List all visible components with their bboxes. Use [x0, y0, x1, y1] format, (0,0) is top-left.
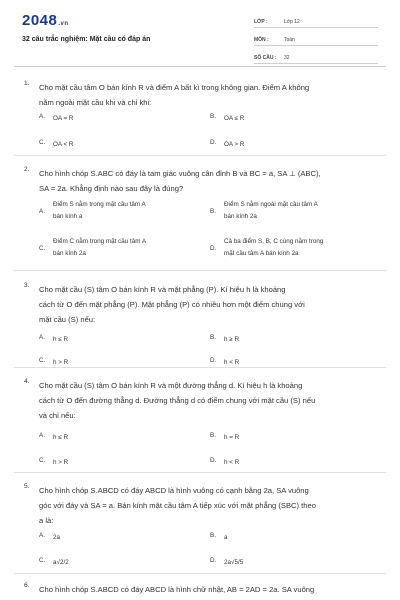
option-letter: C. — [39, 244, 46, 252]
question-line: cách từ O đến đường thẳng d. Đường thẳng d có điểm chung với mặt cầu (S) nếu — [39, 396, 316, 405]
answer-option-d[interactable] — [210, 557, 370, 569]
option-line: Cả ba điểm S, B, C cùng nằm trong — [224, 238, 324, 245]
answer-option-a[interactable] — [39, 199, 199, 223]
info-value: Toán — [284, 37, 295, 43]
question-text — [39, 282, 378, 327]
option-letter: B. — [210, 532, 216, 539]
info-row-subject — [254, 32, 378, 46]
question-text — [39, 80, 378, 110]
answer-option-b[interactable] — [210, 334, 370, 346]
option-text — [53, 457, 68, 469]
option-line: h ≤ R — [53, 434, 69, 441]
option-line: Điểm C nằm trong mặt cầu tâm A — [53, 238, 147, 245]
answer-option-b[interactable] — [210, 432, 370, 444]
option-line: Điểm S nằm trong mặt cầu tâm A — [53, 201, 146, 208]
option-text — [224, 457, 239, 469]
question-line: SA = 2a. Khẳng định nào sau đây là đúng? — [39, 184, 184, 193]
option-line: h > R — [53, 459, 69, 466]
page-header — [0, 0, 400, 64]
option-letter: C. — [39, 457, 46, 464]
answer-option-b[interactable] — [210, 532, 370, 544]
answer-option-a[interactable] — [39, 334, 199, 346]
option-text — [53, 557, 69, 569]
option-letter: D. — [210, 557, 217, 564]
question-6 — [24, 582, 378, 597]
question-number: 2. — [24, 166, 30, 173]
option-line: h = R — [224, 434, 240, 441]
question-divider — [14, 155, 386, 156]
info-label: SỐ CÂU : — [254, 55, 277, 61]
option-line: h < R — [224, 459, 240, 466]
answer-option-d[interactable] — [210, 236, 370, 260]
option-text — [53, 113, 73, 125]
document-title: 32 câu trắc nghiệm: Mặt cầu có đáp án — [22, 36, 151, 43]
option-line: h > R — [53, 359, 69, 366]
question-number: 5. — [24, 483, 30, 490]
option-line: OA < R — [53, 141, 74, 148]
option-line: bán kính 2a — [53, 250, 86, 257]
question-text — [39, 582, 378, 597]
option-letter: C. — [39, 357, 46, 364]
option-line: a — [224, 534, 228, 541]
option-letter: B. — [210, 113, 216, 120]
answer-option-c[interactable] — [39, 457, 199, 469]
question-text — [39, 378, 378, 423]
question-divider — [14, 472, 386, 473]
option-letter: A. — [39, 432, 45, 439]
option-letter: C. — [39, 139, 46, 146]
header-divider — [14, 66, 386, 67]
option-letter: D. — [210, 139, 217, 146]
info-row-class — [254, 14, 378, 28]
option-line: OA > R — [224, 141, 245, 148]
option-line: h < R — [224, 359, 240, 366]
option-letter: B. — [210, 334, 216, 341]
answer-option-a[interactable] — [39, 532, 199, 544]
question-line: mặt cầu (S) nếu: — [39, 315, 96, 324]
option-line: bán kính a — [53, 213, 83, 220]
question-line: nằm ngoài mặt cầu khi và chỉ khi: — [39, 98, 152, 107]
question-number: 1. — [24, 80, 30, 87]
option-text — [224, 532, 228, 544]
site-logo[interactable] — [22, 12, 69, 29]
info-label: MÔN : — [254, 37, 269, 43]
option-letter: D. — [210, 244, 217, 252]
option-letter: B. — [210, 432, 216, 439]
option-line: a√2/2 — [53, 559, 69, 566]
option-text — [53, 432, 68, 444]
option-line: h ≥ R — [224, 336, 240, 343]
question-line: Cho hình chóp S.ABC có đáy là tam giác vuông cân đỉnh B và BC = a, SA ⊥ (ABC), — [39, 169, 321, 178]
option-letter: C. — [39, 557, 46, 564]
question-2 — [24, 166, 378, 196]
option-text — [224, 432, 239, 444]
option-line: OA = R — [53, 115, 74, 122]
option-letter: D. — [210, 357, 217, 364]
question-line: Cho hình chóp S.ABCD có đáy ABCD là hình chữ nhật, AB = 2AD = 2a. SA vuông — [39, 585, 315, 594]
option-line: h ≤ R — [53, 336, 69, 343]
question-4 — [24, 378, 378, 423]
question-divider — [14, 270, 386, 271]
option-text — [224, 334, 239, 346]
option-line: mặt cầu tâm A bán kính 2a — [224, 250, 299, 257]
option-text — [224, 139, 244, 151]
option-text — [224, 113, 244, 125]
answer-option-c[interactable] — [39, 236, 199, 260]
question-line: Cho mặt cầu (S) tâm O bán kính R và một đường thẳng d. Kí hiệu h là khoảng — [39, 381, 303, 390]
answer-option-b[interactable] — [210, 113, 370, 125]
question-line: cách từ O đến mặt phẳng (P). Mặt phẳng (P) có nhiều hơn một điểm chung với — [39, 300, 305, 309]
question-line: Cho mặt cầu tâm O bán kính R và điểm A bất kì trong không gian. Điểm A không — [39, 83, 310, 92]
info-table — [254, 14, 378, 68]
option-letter: A. — [39, 113, 45, 120]
question-line: Cho hình chóp S.ABCD có đáy ABCD là hình vuông có cạnh bằng 2a, SA vuông — [39, 486, 309, 495]
logo-text: 2048 — [22, 12, 58, 29]
question-divider — [14, 573, 386, 574]
info-value: Lớp 12 — [284, 19, 300, 25]
option-letter: D. — [210, 457, 217, 464]
option-line: 2a — [53, 534, 61, 541]
question-number: 4. — [24, 378, 30, 385]
option-line: bán kính 2a — [224, 213, 257, 220]
question-text — [39, 483, 378, 528]
question-line: Cho mặt cầu (S) tâm O bán kính R và mặt phẳng (P). Kí hiệu h là khoảng — [39, 285, 286, 294]
question-divider — [14, 367, 386, 368]
option-line: Điểm S nằm ngoài mặt cầu tâm A — [224, 201, 318, 208]
answer-option-b[interactable] — [210, 199, 370, 223]
option-letter: B. — [210, 207, 216, 215]
question-number: 3. — [24, 282, 30, 289]
answer-option-a[interactable] — [39, 432, 199, 444]
option-text — [53, 334, 68, 346]
option-text — [53, 199, 146, 223]
option-letter: A. — [39, 207, 45, 215]
answer-option-c[interactable] — [39, 557, 199, 569]
question-1 — [24, 80, 378, 110]
option-text — [53, 532, 60, 544]
answer-option-a[interactable] — [39, 113, 199, 125]
question-line: và chỉ nếu: — [39, 411, 76, 420]
info-label: LỚP : — [254, 19, 268, 25]
info-value: 32 — [284, 55, 290, 61]
option-line: OA ≤ R — [224, 115, 245, 122]
option-text — [224, 199, 318, 223]
logo-suffix: .vn — [58, 21, 69, 27]
question-text — [39, 166, 378, 196]
info-row-count — [254, 50, 378, 64]
option-letter: A. — [39, 532, 45, 539]
answer-option-d[interactable] — [210, 457, 370, 469]
option-line: 2a√5/5 — [224, 559, 244, 566]
question-line: góc với đáy và SA = a. Bán kính mặt cầu tâm A tiếp xúc với mặt phẳng (SBC) theo — [39, 501, 316, 510]
option-text — [53, 139, 73, 151]
question-3 — [24, 282, 378, 327]
option-text — [224, 557, 243, 569]
option-text — [224, 236, 323, 260]
question-number: 6. — [24, 582, 30, 589]
question-line: a là: — [39, 516, 54, 525]
option-letter: A. — [39, 334, 45, 341]
option-text — [53, 236, 146, 260]
question-5 — [24, 483, 378, 528]
answer-option-c[interactable] — [39, 139, 199, 151]
answer-option-d[interactable] — [210, 139, 370, 151]
